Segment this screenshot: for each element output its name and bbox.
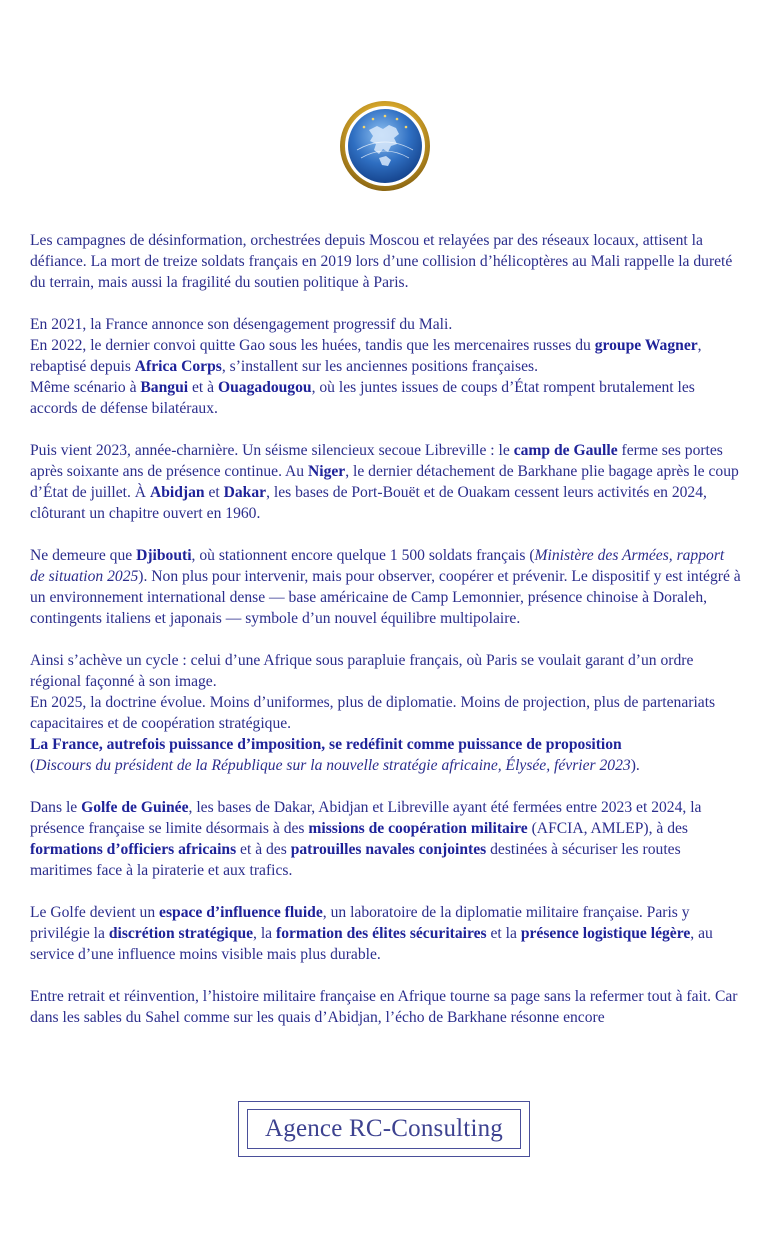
text-run: , rebaptisé depuis <box>30 337 702 375</box>
agency-stamp-frame <box>247 1109 521 1149</box>
bold-text: patrouilles navales conjointes <box>290 841 487 858</box>
logo-emblem <box>339 100 431 192</box>
paragraph <box>30 650 742 776</box>
agency-stamp-label: Agence RC-Consulting <box>264 1115 503 1142</box>
text-run: , où les juntes issues de coups d’État rompent brutalement les accords de défense bilatéraux. <box>30 379 695 417</box>
paragraph-line <box>30 545 742 629</box>
bold-text: missions de coopération militaire <box>308 820 528 837</box>
bold-text: La France, autrefois puissance d’imposition, se redéfinit comme puissance de proposition <box>30 736 622 753</box>
bold-text: Bangui <box>140 379 189 396</box>
text-run: ferme ses portes après soixante ans de présence continue. Au <box>30 442 723 480</box>
paragraph-line <box>30 986 742 1028</box>
agency-stamp <box>238 1101 530 1157</box>
europe-globe-emblem-icon <box>339 100 431 192</box>
text-run: (AFCIA, AMLEP), à des <box>527 820 688 837</box>
text-run: Même scénario à <box>30 379 141 396</box>
paragraph-line <box>30 230 742 293</box>
text-run: En 2022, le dernier convoi quitte Gao sous les huées, tandis que les mercenaires russes du <box>30 337 595 354</box>
bold-text: Dakar <box>223 484 267 501</box>
bold-text: Abidjan <box>149 484 205 501</box>
text-run: Ainsi s’achève un cycle : celui d’une Afrique sous parapluie français, où Paris se voulait garant d’un ordre régional façonné à son image. <box>30 652 694 690</box>
text-run: destinées à sécuriser les routes maritimes face à la piraterie et aux trafics. <box>30 841 681 879</box>
paragraph <box>30 797 742 881</box>
paragraph <box>30 545 742 629</box>
text-run: Le Golfe devient un <box>30 904 160 921</box>
paragraph-line <box>30 377 742 419</box>
paragraph <box>30 986 742 1028</box>
italic-text: Ministère des Armées, rapport de situation 2025 <box>30 547 725 585</box>
paragraph-line <box>30 734 742 755</box>
text-run: , la <box>253 925 276 942</box>
paragraph <box>30 314 742 419</box>
text-run: ). Non plus pour intervenir, mais pour observer, coopérer et prévenir. Le dispositif y est intégré à un environnement international dense — base américaine de Camp Lemonnier, présence chinoise à Doraleh, contingents italiens et japonais — symbole d’un nouvel équilibre multipolaire. <box>30 568 741 627</box>
paragraph-line <box>30 755 742 776</box>
article-body <box>30 230 742 1049</box>
text-run: et à <box>188 379 218 396</box>
bold-text: espace d’influence fluide <box>159 904 323 921</box>
text-run: et la <box>486 925 521 942</box>
text-run: Entre retrait et réinvention, l’histoire militaire française en Afrique tourne sa page sans la refermer tout à fait. Car dans les sables du Sahel comme sur les quais d’Abidjan, l’écho de Barkhane résonne encore <box>30 988 738 1026</box>
text-run: ). <box>630 757 640 774</box>
text-run: ( <box>30 757 36 774</box>
text-run: , les bases de Dakar, Abidjan et Libreville ayant été fermées entre 2023 et 2024, la présence française se limite désormais à des <box>30 799 702 837</box>
bold-text: camp de Gaulle <box>513 442 618 459</box>
paragraph-line <box>30 902 742 965</box>
text-run: et <box>204 484 224 501</box>
text-run: , s’installent sur les anciennes positions françaises. <box>221 358 538 375</box>
paragraph-line <box>30 440 742 524</box>
text-run: , au service d’une influence moins visible mais plus durable. <box>30 925 713 963</box>
text-run: Dans le <box>30 799 82 816</box>
text-run: Ne demeure que <box>30 547 137 564</box>
bold-text: Golfe de Guinée <box>81 799 189 816</box>
paragraph-line <box>30 797 742 881</box>
bold-text: Ouagadougou <box>217 379 312 396</box>
text-run: et à des <box>236 841 291 858</box>
paragraph-line <box>30 692 742 734</box>
paragraph <box>30 440 742 524</box>
paragraph-line <box>30 314 742 335</box>
text-run: En 2025, la doctrine évolue. Moins d’uniformes, plus de diplomatie. Moins de projection, plus de partenariats capacitaires et de coopération stratégique. <box>30 694 716 732</box>
bold-text: discrétion stratégique <box>108 925 254 942</box>
bold-text: présence logistique légère <box>520 925 691 942</box>
text-run: , un laboratoire de la diplomatie militaire française. Paris y privilégie la <box>30 904 690 942</box>
text-run: , où stationnent encore quelque 1 500 soldats français ( <box>191 547 535 564</box>
paragraph <box>30 902 742 965</box>
bold-text: Africa Corps <box>134 358 222 375</box>
text-run: En 2021, la France annonce son désengagement progressif du Mali. <box>30 316 453 333</box>
text-run: Puis vient 2023, année-charnière. Un séisme silencieux secoue Libreville : le <box>30 442 514 459</box>
text-run: , le dernier détachement de Barkhane plie bagage après le coup d’État de juillet. À <box>30 463 739 501</box>
paragraph <box>30 230 742 293</box>
bold-text: formations d’officiers africains <box>30 841 237 858</box>
bold-text: groupe Wagner <box>594 337 698 354</box>
text-run: , les bases de Port-Bouët et de Ouakam cessent leurs activités en 2024, clôturant un chapitre ouvert en 1960. <box>30 484 707 522</box>
bold-text: Djibouti <box>136 547 192 564</box>
italic-text: Discours du président de la République sur la nouvelle stratégie africaine, Élysée, février 2023 <box>35 757 631 774</box>
text-run: Les campagnes de désinformation, orchestrées depuis Moscou et relayées par des réseaux locaux, attisent la défiance. La mort de treize soldats français en 2019 lors d’une collision d’hélicoptères au Mali rappelle la dureté du terrain, mais aussi la fragilité du soutien politique à Paris. <box>30 232 733 291</box>
bold-text: Niger <box>308 463 346 480</box>
paragraph-line <box>30 650 742 692</box>
bold-text: formation des élites sécuritaires <box>276 925 487 942</box>
paragraph-line <box>30 335 742 377</box>
